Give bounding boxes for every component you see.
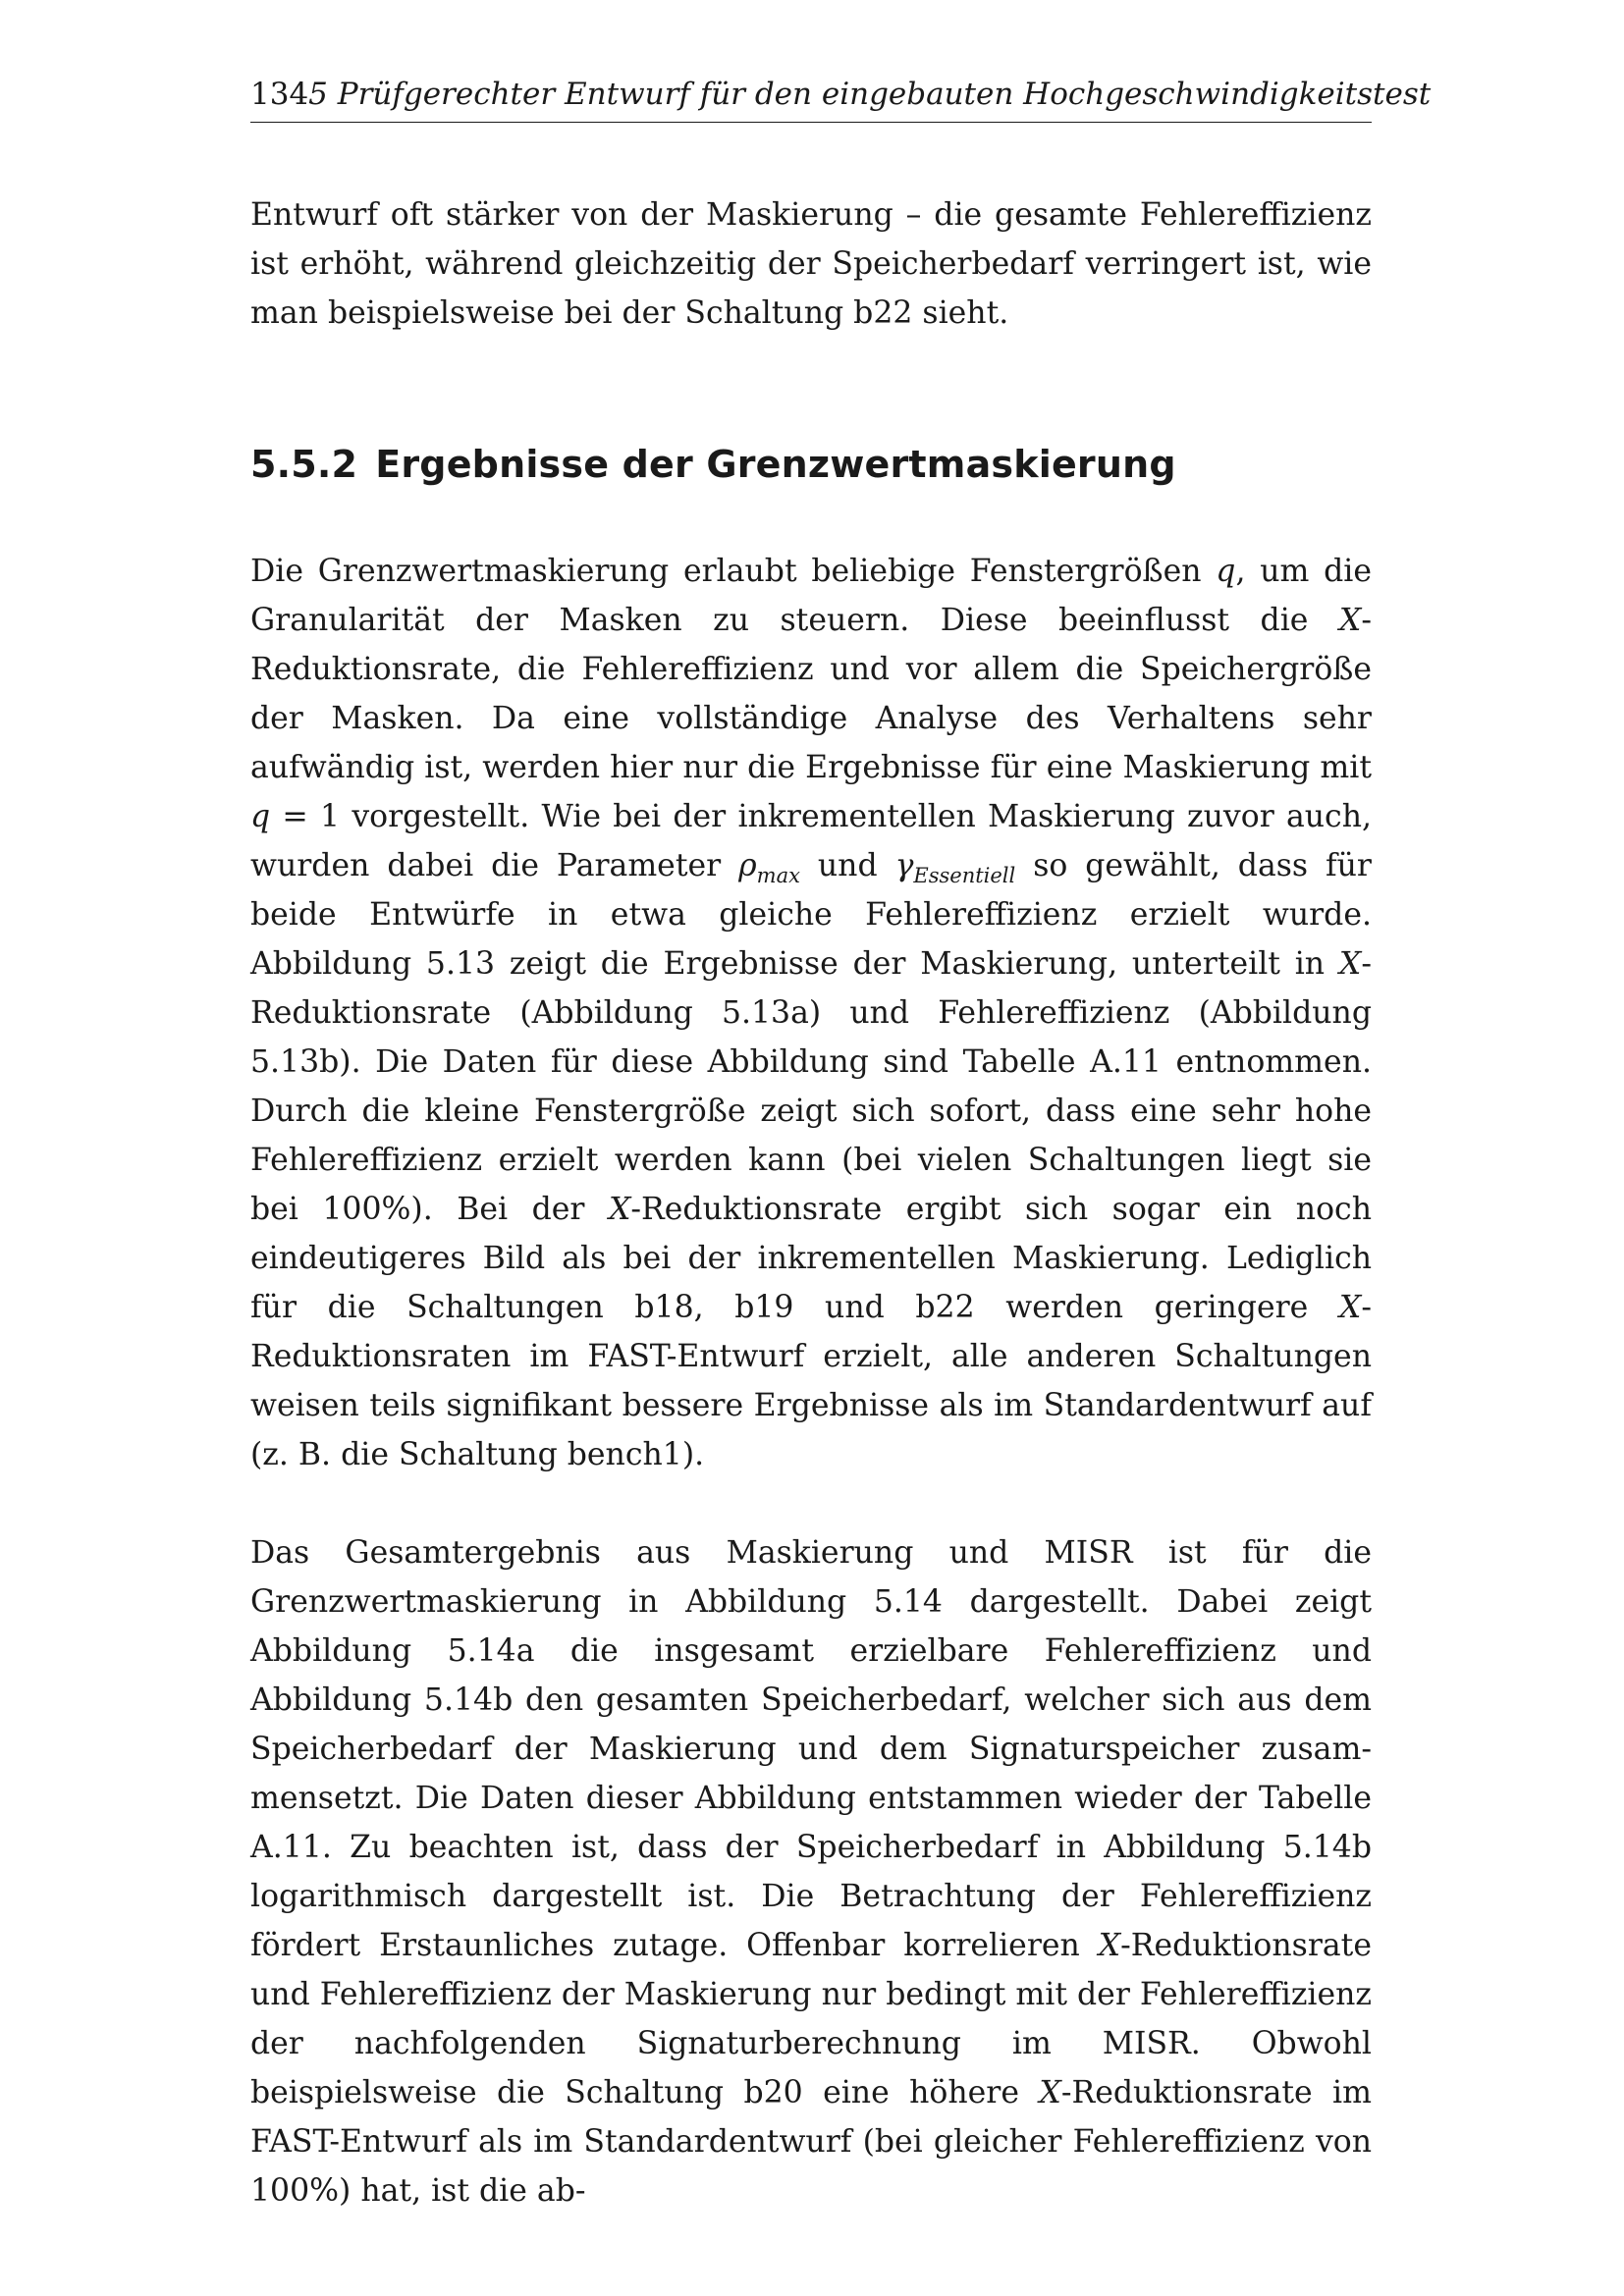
math-q: q bbox=[250, 799, 271, 834]
math-gamma: γ bbox=[894, 848, 914, 883]
page-number: 134 bbox=[250, 77, 309, 112]
text-run: Das Gesamtergebnis aus Maskierung und MISR ist für die Grenzwertmaskierung in Abbildung 5.14 dargestellt. Dabei zeigt Abbildung 5.14a die insgesamt erzielbare Fehlereffizienz und Abbildung 5.14b den gesamten Speicherbedarf, welcher sich aus dem Speicherbedarf der Maskierung und dem Signaturspeicher zusammensetzt. Die Daten dieser Abbildung entstammen wieder der Tabelle A.11. Zu beachten ist, dass der Speicherbedarf in Abbildung 5.14b logarithmisch dargestellt ist. Die Betrachtung der Fehlereffizienz fördert Erstaunliches zutage. Offenbar korrelieren bbox=[250, 1535, 1372, 1963]
math-x: X bbox=[1338, 1290, 1362, 1325]
text-run: -Reduktionsrate ergibt sich sogar ein noch eindeutigeres Bild als bei der inkrementellen Maskierung. Lediglich für die Schaltungen b18, b19 und b22 werden geringere bbox=[250, 1192, 1372, 1325]
page-header bbox=[250, 75, 1432, 123]
text-run: -Reduktionsrate im FAST-Entwurf als im Standardentwurf (bei gleicher Fehlereffizienz von 100%) hat, ist die ab- bbox=[250, 2075, 1372, 2209]
math-x: X bbox=[1338, 946, 1362, 982]
text-run: = 1 vorgestellt. Wie bei der inkrementellen Maskierung zuvor auch, wurden dabei die Parameter bbox=[250, 799, 1372, 883]
text-run: , um die Granularität der Masken zu steuern. Diese beeinflusst die bbox=[250, 554, 1372, 638]
math-rho: ρ bbox=[738, 848, 757, 883]
section-heading bbox=[250, 441, 1372, 488]
paragraph-threshold-masking bbox=[250, 547, 1372, 1479]
math-x: X bbox=[608, 1192, 631, 1227]
section-number: 5.5.2 bbox=[250, 443, 358, 486]
math-gamma-subscript: Essentiell bbox=[913, 864, 1016, 887]
text-run: so gewählt, dass für beide Entwürfe in etwa gleiche Fehlereffizienz erzielt wurde. Abbildung 5.13 zeigt die Ergebnisse der Maskierung, unterteilt in bbox=[250, 848, 1372, 982]
section-title: Ergebnisse der Grenzwertmaskierung bbox=[375, 443, 1176, 486]
text-run: -Reduktionsrate (Abbildung 5.13a) und Fehlereffizienz (Abbildung 5.13b). Die Daten für diese Abbildung sind Tabelle A.11 entnommen. Durch die kleine Fenstergröße zeigt sich sofort, dass eine sehr hohe Fehlereffizienz erzielt werden kann (bei vielen Schaltungen liegt sie bei 100%). Bei der bbox=[250, 946, 1372, 1227]
text-run: -Reduktionsraten im FAST-Entwurf erzielt, alle anderen Schaltungen weisen teils signifikant bessere Ergebnisse als im Standardentwurf auf (z. B. die Schaltung bench1). bbox=[250, 1290, 1372, 1472]
text-run: -Reduktionsrate und Fehlereffizienz der Maskierung nur bedingt mit der Fehlereffizienz der nachfolgenden Signaturberechnung im MISR. Obwohl beispielsweise die Schaltung b20 eine höhere bbox=[250, 1928, 1373, 2110]
math-rho-subscript: max bbox=[756, 864, 800, 887]
math-x: X bbox=[1039, 2075, 1061, 2110]
text-run: und bbox=[799, 848, 895, 883]
text-run: Die Grenzwertmaskierung erlaubt beliebige Fenstergrößen bbox=[250, 554, 1217, 589]
text-run: -Reduktionsrate, die Fehlereffizienz und vor allem die Speichergröße der Masken. Da eine vollständige Analyse des Verhaltens sehr aufwändig ist, werden hier nur die Ergebnisse für eine Maskierung mit bbox=[250, 603, 1372, 785]
page-body bbox=[250, 190, 1372, 2216]
paragraph-overall-result bbox=[250, 1528, 1372, 2216]
math-x: X bbox=[1098, 1928, 1121, 1963]
math-q: q bbox=[1216, 554, 1236, 589]
math-x: X bbox=[1338, 603, 1362, 638]
paragraph-continuation: Entwurf oft stärker von der Maskierung – die gesamte Fehlereffizienz ist erhöht, während gleichzeitig der Speicherbedarf verringert ist, wie man beispielsweise bei der Schaltung b22 sieht. bbox=[250, 197, 1372, 331]
running-title: 5 Prüfgerechter Entwurf für den eingebauten Hochgeschwindigkeitstest bbox=[308, 77, 1432, 112]
